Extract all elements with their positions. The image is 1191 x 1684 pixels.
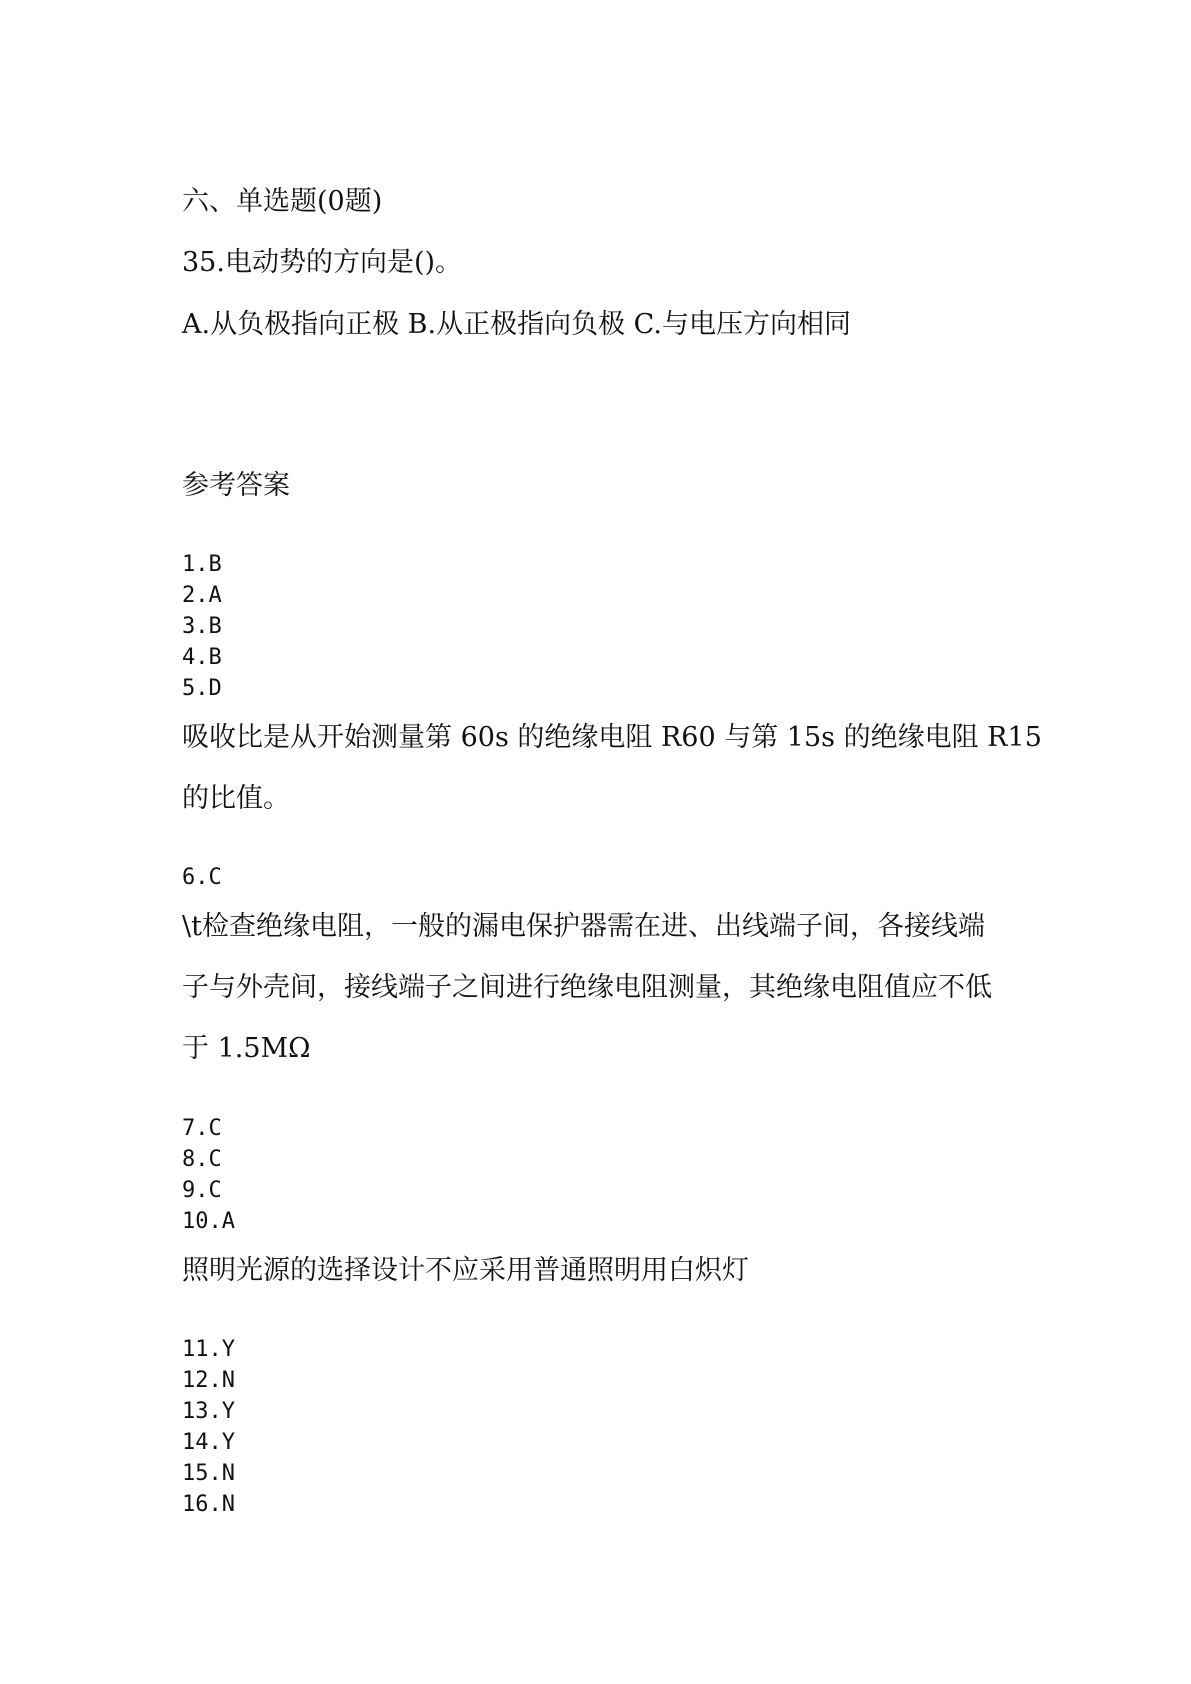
answer-item: 6.C [182,865,222,890]
answer-explanation: 子与外壳间，接线端子之间进行绝缘电阻测量，其绝缘电阻值应不低 [182,972,992,1003]
answer-item: 11.Y [182,1337,235,1362]
answer-item: 7.C [182,1116,222,1141]
answer-item: 8.C [182,1147,222,1172]
answer-item: 4.B [182,645,222,670]
answer-item: 10.A [182,1209,235,1234]
answer-item: 3.B [182,614,222,639]
answer-explanation: 照明光源的选择设计不应采用普通照明用白炽灯 [182,1255,749,1286]
answer-item: 9.C [182,1178,222,1203]
answer-item: 14.Y [182,1430,235,1455]
answer-item: 12.N [182,1368,235,1393]
answer-item: 15.N [182,1461,235,1486]
answer-item: 13.Y [182,1399,235,1424]
question-options: A.从负极指向正极 B.从正极指向负极 C.与电压方向相同 [182,309,851,340]
answer-explanation: 于 1.5MΩ [182,1033,311,1064]
answer-explanation: 吸收比是从开始测量第 60s 的绝缘电阻 R60 与第 15s 的绝缘电阻 R15 [182,722,1042,753]
answer-explanation: \t检查绝缘电阻，一般的漏电保护器需在进、出线端子间，各接线端 [182,911,985,942]
question-text: 35.电动势的方向是()。 [182,247,463,278]
answer-item: 16.N [182,1492,235,1517]
answer-explanation: 的比值。 [182,783,290,814]
answers-heading: 参考答案 [182,470,290,501]
answer-item: 5.D [182,676,222,701]
answer-item: 1.B [182,552,222,577]
section-heading: 六、单选题(0题) [182,186,383,217]
answer-item: 2.A [182,583,222,608]
